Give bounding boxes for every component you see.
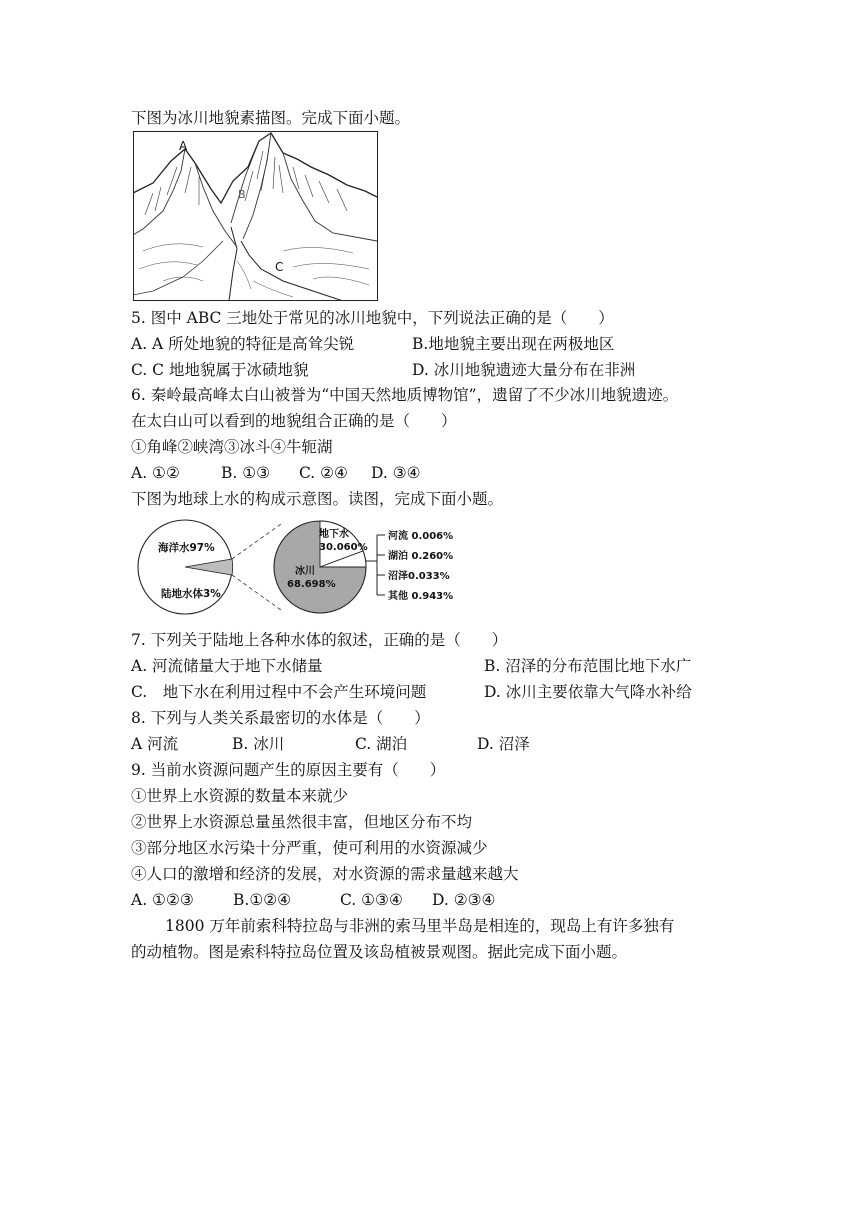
q6-option-b: B. ①③ — [221, 464, 271, 482]
q8-option-c: C. 湖泊 — [355, 735, 408, 753]
q5-stem: 5. 图中 ABC 三地处于常见的冰川地貌中，下列说法正确的是（ ） — [131, 309, 614, 327]
groundwater-label: 地下水 — [319, 529, 349, 540]
q9-item-4: ④人口的激增和经济的发展，对水资源的需求量越来越大 — [131, 865, 519, 883]
other-label: 其他 0.943% — [388, 591, 454, 602]
q7-option-a: A. 河流储量大于地下水储量 — [131, 657, 323, 675]
q6-option-c: C. ②④ — [299, 464, 348, 482]
intro-text-2: 下图为地球上水的构成示意图。读图，完成下面小题。 — [131, 490, 504, 508]
q8-option-a: A 河流 — [131, 735, 179, 753]
q6-option-a: A. ①② — [131, 464, 180, 482]
q9-option-b: B.①②④ — [233, 891, 292, 909]
q9-item-1: ①世界上水资源的数量本来就少 — [131, 787, 349, 805]
q7-option-c: C. 地下水在利用过程中不会产生环境问题 — [131, 683, 427, 701]
q5-option-b: B.地地貌主要出现在两极地区 — [412, 335, 615, 353]
glacier-pct: 68.698% — [287, 579, 336, 590]
swamp-label: 沼泽0.033% — [388, 571, 450, 582]
q9-item-3: ③部分地区水污染十分严重，使可利用的水资源减少 — [131, 839, 488, 857]
land-water-label: 陆地水体3% — [161, 588, 221, 600]
q5-option-c: C. C 地地貌属于冰碛地貌 — [131, 361, 309, 379]
intro-text-3-line1: 1800 万年前索科特拉岛与非洲的索马里半岛是相连的，现岛上有许多独有 — [165, 917, 675, 935]
intro-text-3-line2: 的动植物。图是索科特拉岛位置及该岛植被景观图。据此完成下面小题。 — [131, 943, 628, 961]
q9-stem: 9. 当前水资源问题产生的原因主要有（ ） — [131, 761, 446, 779]
q9-option-c: C. ①③④ — [340, 891, 403, 909]
label-b: B — [238, 188, 246, 201]
q9-option-d: D. ②③④ — [432, 891, 496, 909]
q7-stem: 7. 下列关于陆地上各种水体的叙述，正确的是（ ） — [131, 631, 508, 649]
q7-option-d: D. 冰川主要依靠大气降水补给 — [484, 683, 692, 701]
q9-item-2: ②世界上水资源总量虽然很丰富，但地区分布不均 — [131, 813, 473, 831]
q8-option-b: B. 冰川 — [232, 735, 285, 753]
intro-text-1: 下图为冰川地貌素描图。完成下面小题。 — [131, 109, 411, 127]
label-a: A — [179, 139, 188, 153]
lake-label: 湖泊 0.260% — [388, 551, 454, 562]
q6-stem-line2: 在太白山可以看到的地貌组合正确的是（ ） — [131, 412, 457, 430]
ocean-label: 海洋水97% — [158, 542, 215, 554]
glacier-sketch-figure — [133, 131, 378, 301]
q5-option-a: A. A 所处地貌的特征是高耸尖锐 — [131, 335, 355, 353]
glacier-label: 冰川 — [295, 566, 315, 577]
water-composition-figure — [135, 514, 475, 622]
q6-option-d: D. ③④ — [371, 464, 421, 482]
q6-items: ①角峰②峡湾③冰斗④牛轭湖 — [131, 438, 333, 456]
q7-option-b: B. 沼泽的分布范围比地下水广 — [484, 657, 692, 675]
q6-stem-line1: 6. 秦岭最高峰太白山被誉为“中国天然地质博物馆”，遗留了不少冰川地貌遗迹。 — [131, 386, 679, 404]
q8-option-d: D. 沼泽 — [477, 735, 530, 753]
label-c: C — [275, 260, 284, 274]
q9-option-a: A. ①②③ — [131, 891, 194, 909]
q8-stem: 8. 下列与人类关系最密切的水体是（ ） — [131, 709, 430, 727]
groundwater-pct: 30.060% — [319, 542, 368, 553]
river-label: 河流 0.006% — [388, 531, 454, 542]
q5-option-d: D. 冰川地貌遗迹大量分布在非洲 — [412, 361, 636, 379]
